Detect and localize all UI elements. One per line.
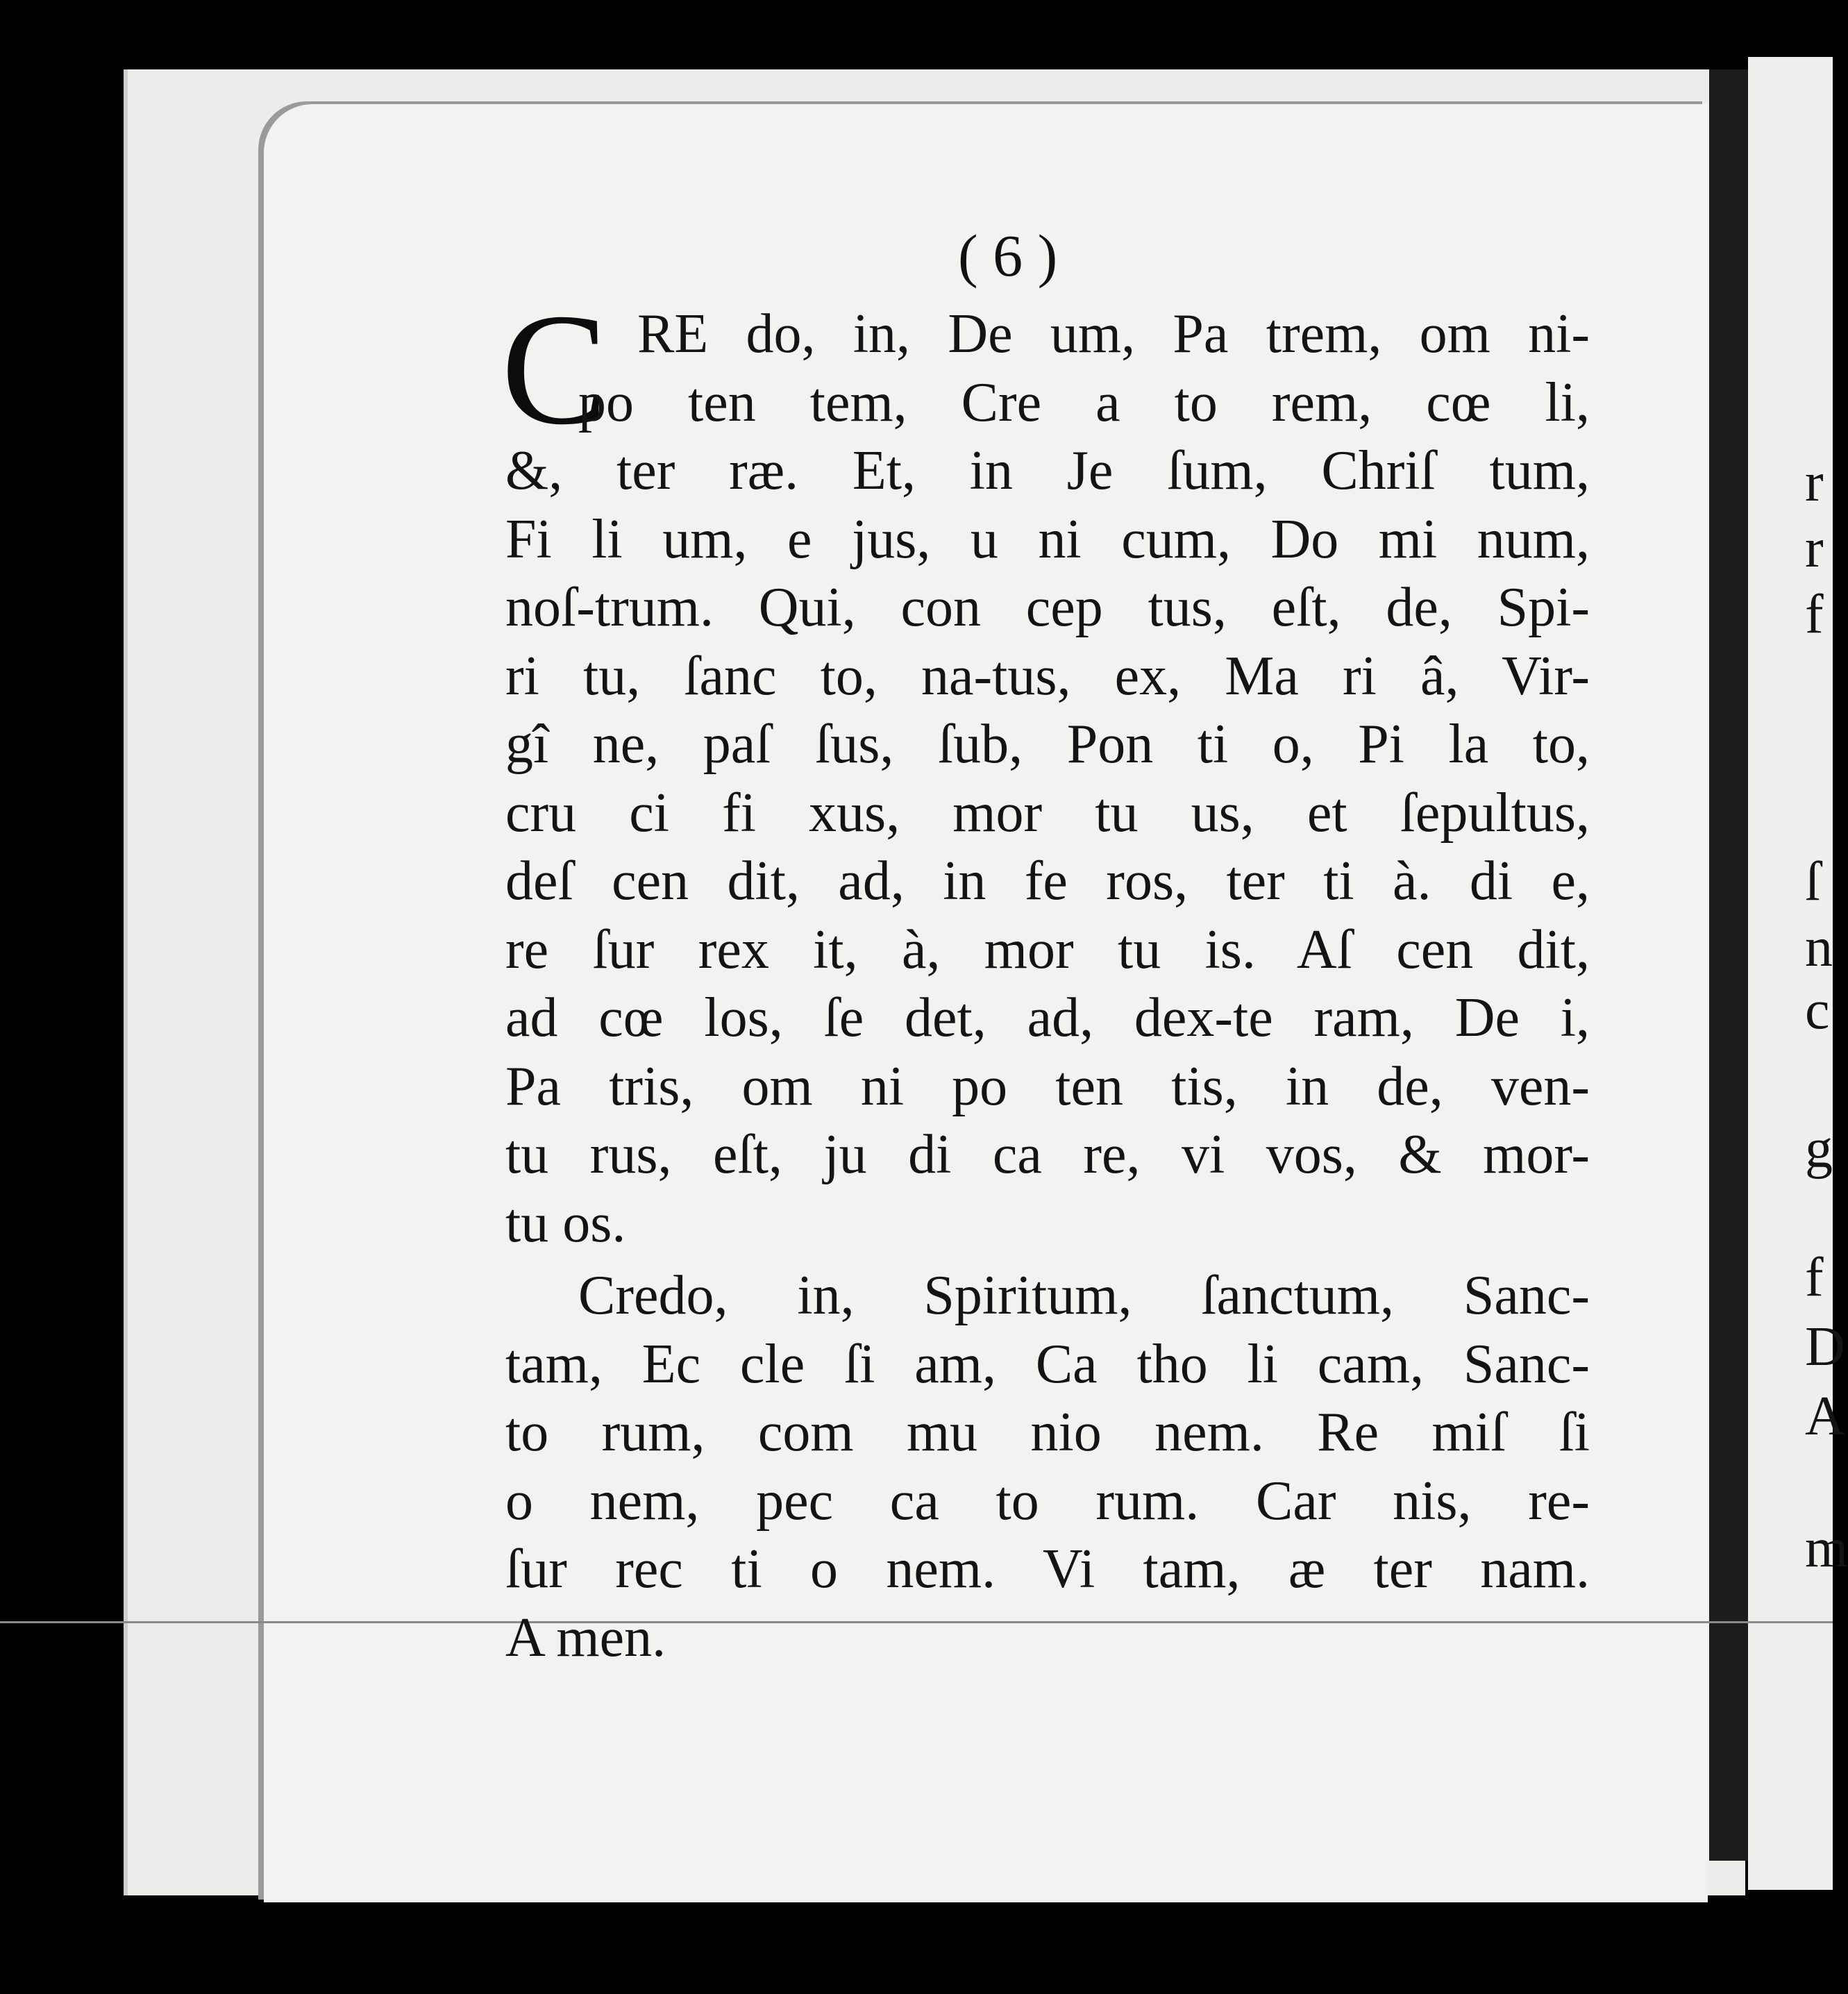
text-line: to rum, com mu nio nem. Re miſ ſi — [505, 1402, 1590, 1463]
text-line: tu os. — [505, 1192, 626, 1254]
facing-page-letter: f — [1805, 1247, 1824, 1308]
text-line: tam, Ec cle ſi am, Ca tho li cam, Sanc- — [505, 1333, 1590, 1395]
book-gutter — [1709, 69, 1748, 1861]
text-line: Credo, in, Spiritum, ſanctum, Sanc- — [578, 1265, 1590, 1326]
page-number: ( 6 ) — [958, 222, 1058, 289]
text-line: gî ne, paſ ſus, ſub, Pon ti o, Pi la to, — [505, 714, 1590, 775]
facing-page-letter: ſ — [1805, 851, 1821, 912]
facing-page-letter: f — [1805, 584, 1824, 645]
text-line: &, ter ræ. Et, in Je ſum, Chriſ tum, — [505, 440, 1590, 501]
text-line: tu rus, eſt, ju di ca re, vi vos, & mor- — [505, 1124, 1590, 1185]
facing-page-letter: A — [1805, 1386, 1845, 1447]
text-line: ri tu, ſanc to, na-tus, ex, Ma ri â, Vir- — [505, 645, 1590, 707]
text-line: Fi li um, e jus, u ni cum, Do mi num, — [505, 508, 1590, 570]
text-line: RE do, in, De um, Pa trem, om ni- — [637, 303, 1590, 365]
facing-page-letter: c — [1805, 980, 1830, 1041]
text-line: noſ-trum. Qui, con cep tus, eſt, de, Spi- — [505, 577, 1590, 638]
text-line: cru ci fi xus, mor tu us, et ſepultus, — [505, 782, 1590, 844]
facing-page-letter: n — [1805, 917, 1833, 978]
text-line: re ſur rex it, à, mor tu is. Aſ cen dit, — [505, 919, 1590, 980]
facing-page-letter: r — [1805, 518, 1824, 579]
facing-page-letter: m — [1805, 1518, 1848, 1579]
text-line: Pa tris, om ni po ten tis, in de, ven- — [505, 1055, 1590, 1117]
text-line: ſur rec ti o nem. Vi tam, æ ter nam. — [505, 1539, 1590, 1600]
facing-page-text — [1805, 0, 1848, 1994]
drop-cap: C — [501, 280, 608, 458]
facing-page-letter: D — [1805, 1316, 1845, 1377]
text-line: ad cœ los, ſe det, ad, dex-te ram, De i, — [505, 987, 1590, 1048]
text-line: o nem, pec ca to rum. Car nis, re- — [505, 1470, 1590, 1532]
text-line: A men. — [505, 1607, 666, 1668]
text-line: deſ cen dit, ad, in fe ros, ter ti à. di e, — [505, 851, 1590, 912]
facing-page-letter: g — [1805, 1119, 1833, 1180]
creed-text — [505, 300, 1590, 1672]
facing-page-letter: r — [1805, 452, 1824, 513]
text-line: po ten tem, Cre a to rem, cœ li, — [578, 371, 1590, 433]
